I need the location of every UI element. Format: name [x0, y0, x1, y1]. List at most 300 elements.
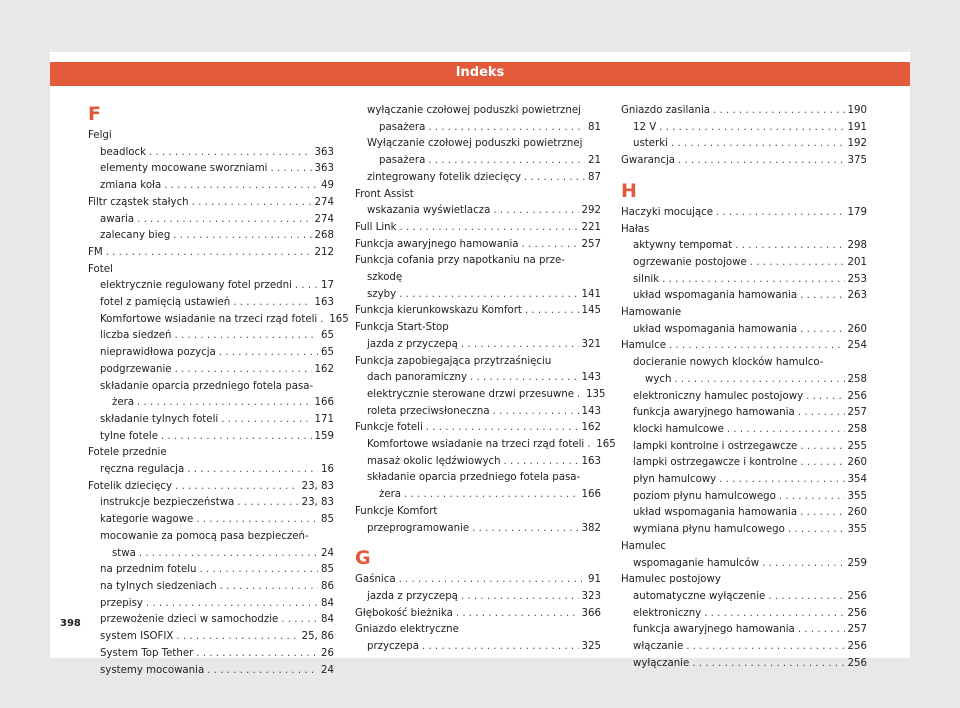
dot-leader	[713, 103, 845, 120]
index-entry-page: 192	[847, 138, 867, 150]
index-entry-term: Funkcje foteli	[355, 422, 423, 434]
index-entry	[88, 345, 334, 362]
index-entry-page: 355	[847, 524, 867, 536]
index-entry-term: elementy mocowane sworzniami	[100, 163, 268, 175]
index-entry-term: stwa	[112, 547, 136, 559]
index-entry	[355, 487, 601, 504]
index-entry-term: Gwarancja	[621, 155, 676, 167]
index-column-2	[355, 103, 616, 656]
index-entry	[621, 238, 867, 255]
index-entry-term: przepisy	[100, 597, 143, 609]
index-entry-term: wyłączanie	[633, 657, 690, 669]
index-entry-term: elektroniczny	[633, 607, 702, 619]
index-entry-page: 143	[581, 405, 601, 417]
index-entry-term: układ wspomagania hamowania	[633, 290, 798, 302]
index-entry-page: 274	[314, 213, 334, 225]
index-entry-page: 255	[847, 440, 867, 452]
index-heading: mocowanie za pomocą pasa bezpieczeń-	[100, 530, 309, 542]
dot-leader	[704, 606, 844, 623]
dot-leader	[686, 639, 844, 656]
dot-leader	[800, 455, 844, 472]
index-entry-term: awaria	[100, 213, 135, 225]
index-heading: Hamowanie	[621, 307, 682, 319]
index-entry-page: 325	[581, 641, 601, 653]
index-entry	[621, 120, 867, 137]
index-entry-term: płyn hamulcowy	[633, 474, 717, 486]
index-entry-page: 258	[847, 423, 867, 435]
dot-leader	[659, 120, 844, 137]
index-entry-term: Filtr cząstek stałych	[88, 196, 189, 208]
index-entry-page: 23, 83	[301, 497, 334, 509]
index-entry-term: funkcja awaryjnego hamowania	[633, 407, 795, 419]
index-entry	[621, 405, 867, 422]
index-entry	[88, 596, 334, 613]
dot-leader	[146, 596, 318, 613]
dot-leader	[176, 629, 298, 646]
index-entry	[88, 312, 349, 329]
index-entry	[88, 195, 334, 212]
dot-leader	[281, 612, 318, 629]
index-entry	[621, 589, 867, 606]
index-entry-page: 166	[314, 397, 334, 409]
index-entry	[88, 278, 334, 295]
index-entry-page: 257	[847, 407, 867, 419]
dot-leader	[800, 288, 844, 305]
dot-leader	[221, 412, 311, 429]
dot-leader	[493, 404, 579, 421]
index-entry-term: na tylnych siedzeniach	[100, 580, 217, 592]
index-entry-term: System Top Tether	[100, 647, 194, 659]
index-entry	[621, 439, 867, 456]
dot-leader	[504, 454, 579, 471]
index-entry	[621, 338, 867, 355]
index-entry-page: 165	[329, 313, 349, 325]
index-entry-page: 163	[581, 455, 601, 467]
index-entry	[355, 203, 601, 220]
dot-leader	[522, 237, 579, 254]
index-entry	[88, 328, 334, 345]
index-entry	[355, 606, 601, 623]
index-entry	[621, 606, 867, 623]
index-entry-term: elektrycznie sterowane drzwi przesuwne	[367, 388, 575, 400]
dot-leader	[662, 272, 844, 289]
dot-leader	[493, 203, 578, 220]
index-entry-page: 85	[321, 564, 334, 576]
dot-leader	[320, 312, 326, 329]
index-entry-term: beadlock	[100, 146, 147, 158]
index-entry-page: 166	[581, 489, 601, 501]
dot-leader	[800, 322, 844, 339]
index-entry	[355, 153, 601, 170]
index-entry-term: masaż okolic lędźwiowych	[367, 455, 501, 467]
dot-leader	[674, 372, 844, 389]
index-entry-term: Komfortowe wsiadanie na trzeci rząd foteli	[367, 439, 585, 451]
dot-leader	[175, 479, 299, 496]
index-heading: docieranie nowych klocków hamulco-	[633, 357, 824, 369]
dot-leader	[798, 622, 845, 639]
index-section-letter: F	[88, 103, 101, 125]
index-entry	[88, 212, 334, 229]
index-entry-page: 21	[588, 155, 601, 167]
index-entry-term: układ wspomagania hamowania	[633, 507, 798, 519]
dot-leader	[173, 228, 311, 245]
dot-leader	[671, 136, 845, 153]
index-entry-term: Gaśnica	[355, 574, 396, 586]
dot-leader	[233, 295, 311, 312]
index-entry-term: składanie tylnych foteli	[100, 413, 219, 425]
index-entry-page: 260	[847, 323, 867, 335]
index-entry	[621, 389, 867, 406]
index-entry-term: 12 V	[633, 121, 657, 133]
dot-leader	[295, 278, 318, 295]
index-entry-page: 363	[314, 163, 334, 175]
index-entry	[621, 505, 867, 522]
index-column-3	[621, 103, 867, 673]
dot-leader	[727, 422, 845, 439]
index-entry	[621, 455, 867, 472]
index-entry	[621, 556, 867, 573]
index-entry	[88, 161, 334, 178]
dot-leader	[271, 161, 312, 178]
index-entry	[355, 572, 601, 589]
index-entry-term: przewożenie dzieci w samochodzie	[100, 614, 279, 626]
index-entry-term: lampki ostrzegawcze i kontrolne	[633, 457, 798, 469]
index-entry	[88, 395, 334, 412]
index-section-letter: G	[355, 547, 371, 570]
index-entry	[621, 205, 867, 222]
index-entry-page: 321	[581, 338, 601, 350]
index-entry-page: 159	[314, 430, 334, 442]
index-entry	[621, 103, 867, 120]
index-entry	[88, 663, 334, 680]
index-entry-page: 355	[847, 490, 867, 502]
dot-leader	[400, 220, 579, 237]
dot-leader	[187, 462, 318, 479]
page-number: 398	[60, 618, 81, 629]
index-entry	[88, 579, 334, 596]
index-entry-term: zalecany bieg	[100, 230, 171, 242]
index-entry	[355, 120, 601, 137]
index-entry-page: 65	[321, 347, 334, 359]
index-entry-term: Gniazdo zasilania	[621, 105, 711, 116]
index-entry-page: 256	[847, 390, 867, 402]
index-entry-page: 165	[596, 439, 616, 451]
index-entry-term: tylne fotele	[100, 430, 158, 442]
index-heading: szkodę	[367, 272, 403, 284]
index-section-letter: H	[621, 179, 637, 202]
dot-leader	[404, 487, 579, 504]
dot-leader	[196, 646, 318, 663]
index-entry-page: 259	[847, 557, 867, 569]
index-entry-page: 141	[581, 288, 601, 300]
index-entry	[88, 295, 334, 312]
index-entry-page: 221	[581, 221, 601, 233]
index-entry-term: elektroniczny hamulec postojowy	[633, 390, 804, 402]
index-entry-term: usterki	[633, 138, 668, 150]
index-entry-page: 49	[321, 180, 334, 192]
dot-leader	[456, 606, 579, 623]
index-entry	[621, 288, 867, 305]
dot-leader	[750, 255, 845, 272]
dot-leader	[525, 303, 579, 320]
dot-leader	[164, 178, 318, 195]
index-heading: Front Assist	[355, 188, 414, 200]
index-entry-term: szyby	[367, 288, 397, 300]
dot-leader	[779, 489, 845, 506]
index-entry-term: wspomaganie hamulców	[633, 557, 760, 569]
index-entry	[621, 153, 867, 170]
index-entry-page: 84	[321, 597, 334, 609]
index-entry-page: 212	[314, 246, 334, 258]
dot-leader	[426, 420, 579, 437]
index-entry	[88, 512, 334, 529]
index-heading: Funkcja Start-Stop	[355, 322, 449, 334]
index-entry-page: 256	[847, 607, 867, 619]
index-entry	[355, 521, 601, 538]
index-entry	[88, 546, 334, 563]
index-entry-page: 143	[581, 372, 601, 384]
dot-leader	[470, 370, 579, 387]
index-entry-page: 26	[321, 647, 334, 659]
dot-leader	[137, 395, 312, 412]
index-entry	[621, 272, 867, 289]
index-entry-page: 17	[321, 280, 334, 292]
index-entry-page: 145	[581, 305, 601, 317]
index-entry-term: układ wspomagania hamowania	[633, 323, 798, 335]
dot-leader	[461, 589, 579, 606]
index-entry-page: 201	[847, 256, 867, 268]
dot-leader	[800, 505, 844, 522]
index-entry	[621, 255, 867, 272]
index-entry	[88, 479, 334, 496]
index-entry	[355, 370, 601, 387]
index-entry-page: 16	[321, 464, 334, 476]
index-entry	[355, 437, 616, 454]
index-entry-page: 268	[314, 230, 334, 242]
index-column-1	[88, 103, 349, 679]
dot-leader	[798, 405, 845, 422]
dot-leader	[716, 205, 845, 222]
dot-leader	[399, 287, 578, 304]
index-entry-page: 24	[321, 547, 334, 559]
index-heading: Funkcja cofania przy napotkaniu na prze-	[355, 255, 565, 267]
index-entry	[621, 372, 867, 389]
index-heading: składanie oparcia przedniego fotela pasa-	[100, 380, 314, 392]
index-entry-term: jazda z przyczepą	[367, 590, 458, 602]
dot-leader	[175, 362, 312, 379]
index-entry	[621, 322, 867, 339]
dot-leader	[461, 337, 579, 354]
index-entry	[88, 562, 334, 579]
dot-leader	[587, 437, 593, 454]
index-entry-term: zmiana koła	[100, 180, 162, 192]
index-entry	[88, 145, 334, 162]
index-entry	[88, 362, 334, 379]
dot-leader	[735, 238, 844, 255]
index-entry-term: silnik	[633, 273, 660, 285]
index-entry-term: Funkcja awaryjnego hamowania	[355, 238, 519, 250]
index-entry	[88, 462, 334, 479]
index-heading: Fotel	[88, 263, 113, 275]
index-entry	[621, 522, 867, 539]
dot-leader	[161, 429, 312, 446]
index-entry	[355, 589, 601, 606]
index-heading: Fotele przednie	[88, 447, 167, 459]
index-entry	[355, 170, 601, 187]
dot-leader	[207, 663, 318, 680]
index-entry-term: wymiana płynu hamulcowego	[633, 524, 785, 536]
index-entry-term: Komfortowe wsiadanie na trzeci rząd foteli	[100, 313, 318, 325]
index-entry-page: 65	[321, 330, 334, 342]
index-entry-page: 179	[847, 206, 867, 218]
index-entry-page: 91	[588, 574, 601, 586]
index-entry-page: 191	[847, 121, 867, 133]
index-entry-term: instrukcje bezpieczeństwa	[100, 497, 235, 509]
index-heading: Funkcja zapobiegająca przytrzaśnięciu	[355, 355, 552, 367]
index-entry-page: 87	[588, 171, 601, 183]
index-entry-term: lampki kontrolne i ostrzegawcze	[633, 440, 798, 452]
dot-leader	[149, 145, 312, 162]
index-heading: Felgi	[88, 130, 112, 141]
index-entry-page: 135	[586, 388, 606, 400]
index-entry	[355, 287, 601, 304]
index-entry-page: 162	[581, 422, 601, 434]
index-entry	[88, 646, 334, 663]
index-entry-page: 256	[847, 657, 867, 669]
index-entry-page: 163	[314, 297, 334, 309]
index-entry-term: roleta przeciwsłoneczna	[367, 405, 490, 417]
dot-leader	[669, 338, 845, 355]
index-entry-term: system ISOFIX	[100, 631, 174, 643]
index-entry-page: 86	[321, 580, 334, 592]
dot-leader	[762, 556, 844, 573]
index-entry-page: 323	[581, 590, 601, 602]
index-heading: Gniazdo elektryczne	[355, 624, 459, 636]
dot-leader	[428, 153, 585, 170]
index-heading: Funkcje Komfort	[355, 505, 438, 517]
dot-leader	[577, 387, 583, 404]
index-entry	[621, 622, 867, 639]
index-entry-page: 260	[847, 507, 867, 519]
index-entry-term: podgrzewanie	[100, 363, 172, 375]
index-entry	[355, 220, 601, 237]
index-title: Indeks	[455, 65, 505, 80]
index-entry-page: 81	[588, 121, 601, 133]
index-entry-page: 257	[581, 238, 601, 250]
index-entry	[621, 656, 867, 673]
dot-leader	[237, 495, 298, 512]
index-entry-term: Funkcja kierunkowskazu Komfort	[355, 305, 522, 317]
index-entry-term: Fotelik dziecięcy	[88, 480, 173, 492]
dot-leader	[806, 389, 844, 406]
index-entry-page: 375	[847, 155, 867, 167]
index-entry-term: ręczna regulacja	[100, 464, 185, 476]
index-entry-term: Full Link	[355, 221, 397, 233]
dot-leader	[192, 195, 312, 212]
index-entry-page: 257	[847, 624, 867, 636]
dot-leader	[692, 656, 844, 673]
dot-leader	[175, 328, 319, 345]
index-entry-term: automatyczne wyłączenie	[633, 590, 766, 602]
index-entry-term: ogrzewanie postojowe	[633, 256, 747, 268]
index-entry-term: na przednim fotelu	[100, 564, 197, 576]
index-entry-term: przyczepa	[367, 641, 419, 653]
index-entry-page: 162	[314, 363, 334, 375]
index-entry-term: żera	[112, 397, 135, 409]
dot-leader	[200, 562, 319, 579]
index-entry-term: fotel z pamięcią ustawień	[100, 297, 231, 309]
index-entry-term: Hamulce	[621, 340, 666, 352]
dot-leader	[399, 572, 585, 589]
index-entry-term: pasażera	[379, 155, 426, 167]
index-heading: Hamulec postojowy	[621, 574, 721, 586]
index-entry-page: 292	[581, 205, 601, 217]
dot-leader	[106, 245, 312, 262]
index-entry	[621, 472, 867, 489]
index-entry-term: wskazania wyświetlacza	[367, 205, 491, 217]
index-entry	[355, 237, 601, 254]
index-entry-term: wych	[645, 373, 672, 385]
dot-leader	[719, 472, 844, 489]
index-heading: składanie oparcia przedniego fotela pasa-	[367, 472, 581, 484]
index-entry-page: 253	[847, 273, 867, 285]
index-entry	[88, 245, 334, 262]
index-entry	[88, 429, 334, 446]
index-entry-term: nieprawidłowa pozycja	[100, 347, 216, 359]
index-entry-term: przeprogramowanie	[367, 522, 470, 534]
dot-leader	[422, 639, 579, 656]
index-entry-page: 190	[847, 105, 867, 116]
index-entry	[88, 228, 334, 245]
index-entry-page: 254	[847, 340, 867, 352]
index-entry	[355, 303, 601, 320]
dot-leader	[800, 439, 844, 456]
index-entry-term: kategorie wagowe	[100, 514, 194, 526]
index-entry	[88, 412, 334, 429]
index-entry-page: 256	[847, 641, 867, 653]
index-entry-page: 274	[314, 196, 334, 208]
index-entry-page: 366	[581, 607, 601, 619]
index-entry-term: dach panoramiczny	[367, 372, 468, 384]
index-entry	[355, 404, 601, 421]
index-entry-term: FM	[88, 246, 103, 258]
index-heading: Hałas	[621, 223, 650, 235]
index-heading: Wyłączanie czołowej poduszki powietrznej	[367, 138, 583, 150]
index-entry-term: żera	[379, 489, 402, 501]
index-entry-page: 363	[314, 146, 334, 158]
dot-leader	[219, 345, 318, 362]
index-entry-term: systemy mocowania	[100, 664, 205, 676]
index-entry	[621, 422, 867, 439]
index-entry	[355, 639, 601, 656]
index-entry-page: 85	[321, 514, 334, 526]
index-entry-term: Głębokość bieżnika	[355, 607, 453, 619]
index-entry	[88, 178, 334, 195]
index-entry	[88, 495, 334, 512]
index-entry-page: 298	[847, 240, 867, 252]
index-entry	[355, 387, 606, 404]
index-heading: wyłączanie czołowej poduszki powietrznej	[367, 105, 581, 116]
dot-leader	[524, 170, 585, 187]
index-entry-page: 354	[847, 474, 867, 486]
index-heading: Hamulec	[621, 540, 666, 552]
dot-leader	[788, 522, 845, 539]
index-entry-term: pasażera	[379, 121, 426, 133]
dot-leader	[472, 521, 578, 538]
index-entry-page: 256	[847, 590, 867, 602]
dot-leader	[678, 153, 845, 170]
index-entry-page: 171	[314, 413, 334, 425]
